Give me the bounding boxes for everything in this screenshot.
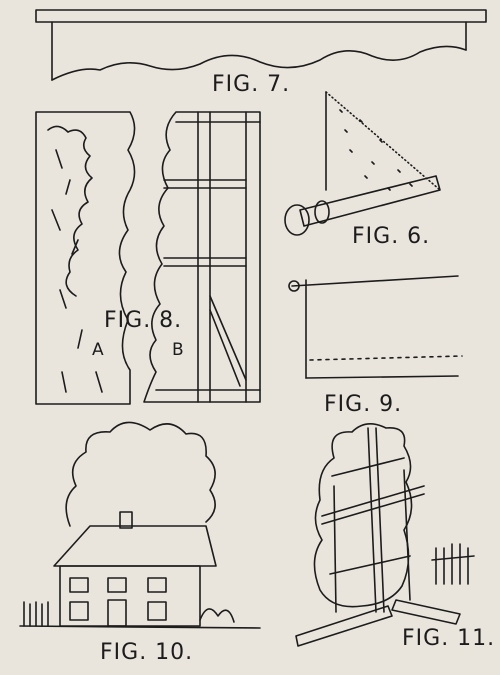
fig8-label: FIG. 8. [104, 308, 183, 333]
fig8-wing-b-frame [144, 112, 260, 402]
fig6-curtain-roller [285, 92, 440, 235]
fig10-label: FIG. 10. [100, 640, 194, 665]
fig9-roller-drop [289, 276, 462, 378]
fig7-border-drop [36, 10, 486, 80]
fig9-label: FIG. 9. [324, 392, 403, 417]
fig8-part-a-label: A [92, 340, 104, 360]
fig8-wing-a [36, 112, 135, 404]
fig7-label: FIG. 7. [212, 72, 291, 97]
fig8-part-b-label: B [172, 340, 184, 360]
fig10-house-scene [20, 422, 260, 628]
fig11-tree-wing-frame [296, 424, 474, 646]
fig11-label: FIG. 11. [402, 626, 496, 651]
fig6-label: FIG. 6. [352, 224, 431, 249]
